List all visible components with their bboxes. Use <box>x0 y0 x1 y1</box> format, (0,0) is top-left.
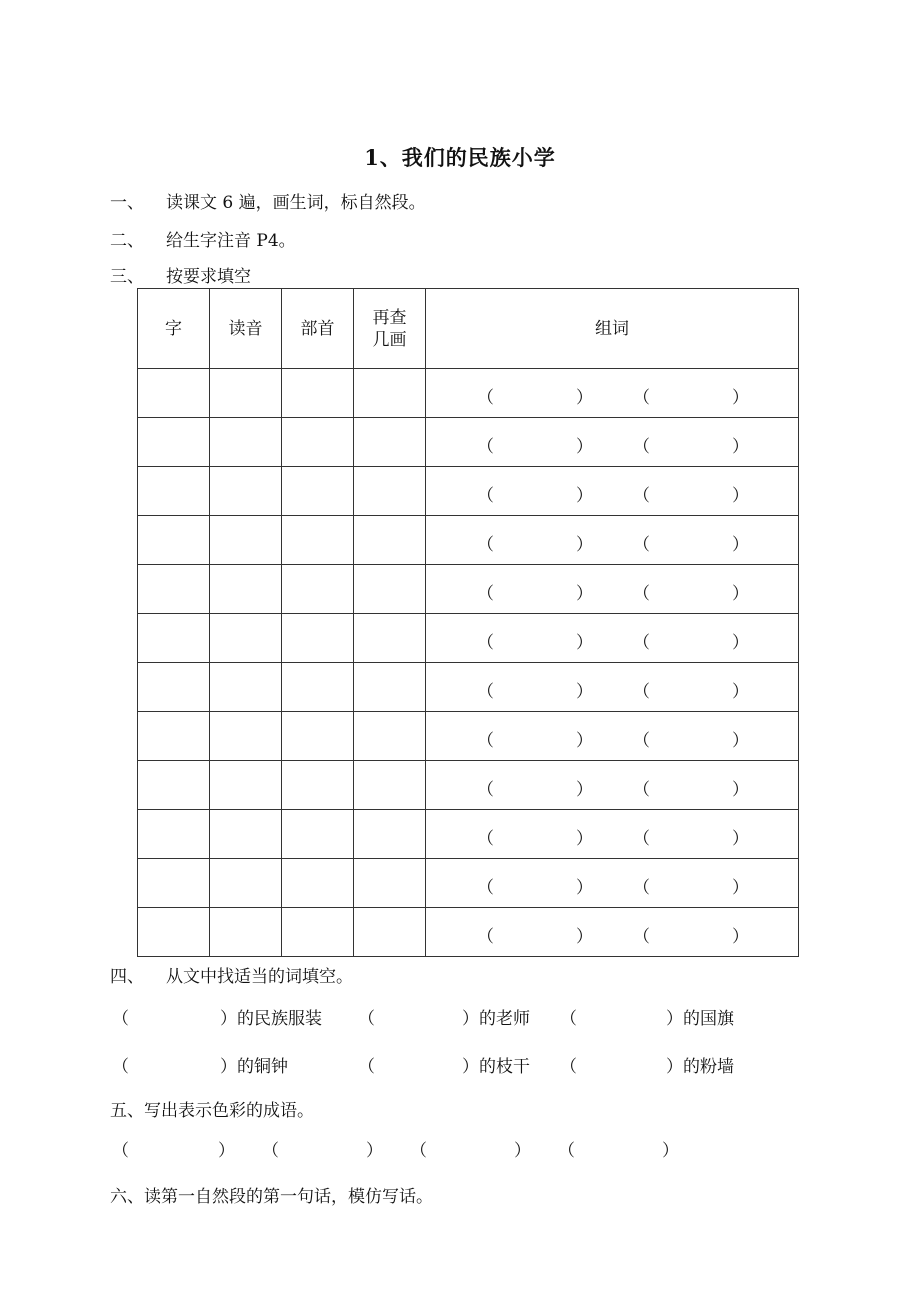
fill-item-2[interactable]: ）的老师 <box>462 1009 530 1029</box>
word-blank-1-open: （ <box>477 682 494 702</box>
words-cell[interactable] <box>426 712 799 761</box>
word-blank-2-close: ） <box>732 388 749 408</box>
word-blank-2-close: ） <box>732 927 749 947</box>
table-row <box>138 859 799 908</box>
word-blank-1-close: ） <box>576 682 593 702</box>
question-3-text: 按要求填空 <box>166 267 251 287</box>
page-title: 1、我们的民族小学 <box>364 145 556 170</box>
strokes-cell[interactable] <box>354 859 426 908</box>
table-header-row <box>138 289 799 369</box>
pinyin-cell[interactable] <box>210 565 282 614</box>
table-row <box>138 761 799 810</box>
question-1-number: 一、 <box>110 193 144 213</box>
word-blank-2-close: ） <box>732 486 749 506</box>
question-4-text: 从文中找适当的词填空。 <box>166 967 353 987</box>
word-blank-2-open: （ <box>633 682 650 702</box>
pinyin-cell[interactable] <box>210 467 282 516</box>
strokes-cell[interactable] <box>354 761 426 810</box>
word-blank-1-open: （ <box>477 927 494 947</box>
character-table <box>137 288 799 957</box>
radical-cell[interactable] <box>282 467 354 516</box>
word-blank-pair <box>426 614 798 662</box>
question-3 <box>110 262 251 287</box>
idiom-blank-2-close[interactable]: ） <box>366 1141 383 1161</box>
fill-open-paren: （ <box>358 1009 375 1029</box>
word-blank-1-open: （ <box>477 829 494 849</box>
header-stroke-count-label: 再查几画 <box>372 307 407 350</box>
word-blank-2-close: ） <box>732 633 749 653</box>
table-row <box>138 908 799 957</box>
question-2-text: 给生字注音 P4。 <box>166 231 296 251</box>
fill-item-5[interactable]: ）的枝干 <box>462 1057 530 1077</box>
question-5 <box>110 1096 314 1121</box>
table-row <box>138 418 799 467</box>
question-4-number: 四、 <box>110 967 144 987</box>
question-3-number: 三、 <box>110 267 144 287</box>
word-blank-pair <box>426 516 798 564</box>
words-cell[interactable] <box>426 859 799 908</box>
table-row <box>138 516 799 565</box>
table-row <box>138 614 799 663</box>
word-blank-2-close: ） <box>732 780 749 800</box>
strokes-cell[interactable] <box>354 565 426 614</box>
char-cell[interactable] <box>138 663 210 712</box>
char-cell[interactable] <box>138 418 210 467</box>
word-blank-2-close: ） <box>732 584 749 604</box>
words-cell[interactable] <box>426 418 799 467</box>
table-row <box>138 810 799 859</box>
radical-cell[interactable] <box>282 516 354 565</box>
word-blank-2-close: ） <box>732 535 749 555</box>
word-blank-1-close: ） <box>576 731 593 751</box>
question-5-text: 五、写出表示色彩的成语。 <box>110 1101 314 1121</box>
strokes-cell[interactable] <box>354 810 426 859</box>
char-cell[interactable] <box>138 467 210 516</box>
radical-cell[interactable] <box>282 712 354 761</box>
word-blank-pair <box>426 859 798 907</box>
table-row <box>138 565 799 614</box>
radical-cell[interactable] <box>282 418 354 467</box>
table-row <box>138 663 799 712</box>
pinyin-cell[interactable] <box>210 614 282 663</box>
radical-cell[interactable] <box>282 859 354 908</box>
table-row <box>138 712 799 761</box>
pinyin-cell[interactable] <box>210 859 282 908</box>
word-blank-1-close: ） <box>576 878 593 898</box>
word-blank-2-close: ） <box>732 829 749 849</box>
word-blank-2-open: （ <box>633 633 650 653</box>
strokes-cell[interactable] <box>354 418 426 467</box>
word-blank-2-open: （ <box>633 780 650 800</box>
word-blank-2-open: （ <box>633 388 650 408</box>
strokes-cell[interactable] <box>354 663 426 712</box>
word-blank-1-open: （ <box>477 731 494 751</box>
word-blank-2-close: ） <box>732 682 749 702</box>
char-cell[interactable] <box>138 859 210 908</box>
word-blank-2-open: （ <box>633 535 650 555</box>
word-blank-2-open: （ <box>633 486 650 506</box>
word-blank-2-open: （ <box>633 829 650 849</box>
question-1-text: 读课文 6 遍，画生词，标自然段。 <box>166 193 426 213</box>
word-blank-1-open: （ <box>477 878 494 898</box>
word-blank-1-close: ） <box>576 780 593 800</box>
word-blank-1-open: （ <box>477 388 494 408</box>
word-blank-2-close: ） <box>732 437 749 457</box>
question-1 <box>110 188 426 213</box>
strokes-cell[interactable] <box>354 712 426 761</box>
radical-cell[interactable] <box>282 761 354 810</box>
fill-item-3[interactable]: ）的国旗 <box>666 1009 734 1029</box>
words-cell[interactable] <box>426 565 799 614</box>
word-blank-1-open: （ <box>477 486 494 506</box>
words-cell[interactable] <box>426 810 799 859</box>
word-blank-2-open: （ <box>633 927 650 947</box>
words-cell[interactable] <box>426 761 799 810</box>
word-blank-1-close: ） <box>576 927 593 947</box>
idiom-blank-3-close[interactable]: ） <box>514 1141 531 1161</box>
char-cell[interactable] <box>138 369 210 418</box>
word-blank-1-open: （ <box>477 780 494 800</box>
word-blank-2-close: ） <box>732 878 749 898</box>
fill-line-1 <box>0 1004 920 1028</box>
word-blank-pair <box>426 712 798 760</box>
header-radical: 部首 <box>282 289 354 369</box>
word-blank-pair <box>426 810 798 858</box>
word-blank-2-open: （ <box>633 584 650 604</box>
word-blank-pair <box>426 908 798 956</box>
word-blank-1-close: ） <box>576 486 593 506</box>
strokes-cell[interactable] <box>354 369 426 418</box>
fill-line-2 <box>0 1052 920 1076</box>
idiom-blank-1-open[interactable]: （ <box>112 1141 129 1161</box>
word-blank-2-open: （ <box>633 878 650 898</box>
question-4 <box>110 962 353 987</box>
header-character: 字 <box>138 289 210 369</box>
radical-cell[interactable] <box>282 614 354 663</box>
idiom-blank-1-close[interactable]: ） <box>218 1141 235 1161</box>
idiom-blank-3-open[interactable]: （ <box>410 1141 427 1161</box>
pinyin-cell[interactable] <box>210 761 282 810</box>
word-blank-1-close: ） <box>576 584 593 604</box>
char-cell[interactable] <box>138 565 210 614</box>
radical-cell[interactable] <box>282 908 354 957</box>
idiom-blank-4-close[interactable]: ） <box>662 1141 679 1161</box>
radical-cell[interactable] <box>282 369 354 418</box>
pinyin-cell[interactable] <box>210 712 282 761</box>
question-6 <box>110 1182 433 1207</box>
question-2 <box>110 226 296 251</box>
word-blank-1-close: ） <box>576 633 593 653</box>
words-cell[interactable] <box>426 369 799 418</box>
pinyin-cell[interactable] <box>210 369 282 418</box>
question-2-number: 二、 <box>110 231 144 251</box>
word-blank-2-open: （ <box>633 731 650 751</box>
word-blank-pair <box>426 663 798 711</box>
pinyin-cell[interactable] <box>210 663 282 712</box>
pinyin-cell[interactable] <box>210 516 282 565</box>
fill-item-4[interactable]: ）的铜钟 <box>220 1057 288 1077</box>
word-blank-1-close: ） <box>576 437 593 457</box>
word-blank-1-close: ） <box>576 829 593 849</box>
word-blank-1-close: ） <box>576 388 593 408</box>
char-cell[interactable] <box>138 908 210 957</box>
strokes-cell[interactable] <box>354 516 426 565</box>
radical-cell[interactable] <box>282 663 354 712</box>
question-6-text: 六、读第一自然段的第一句话，模仿写话。 <box>110 1187 433 1207</box>
word-blank-2-open: （ <box>633 437 650 457</box>
idiom-blanks <box>0 1136 920 1160</box>
word-blank-1-open: （ <box>477 584 494 604</box>
pinyin-cell[interactable] <box>210 418 282 467</box>
fill-open-paren: （ <box>560 1009 577 1029</box>
word-blank-1-close: ） <box>576 535 593 555</box>
fill-open-paren: （ <box>560 1057 577 1077</box>
fill-open-paren: （ <box>112 1057 129 1077</box>
word-blank-pair <box>426 467 798 515</box>
words-cell[interactable] <box>426 908 799 957</box>
strokes-cell[interactable] <box>354 908 426 957</box>
strokes-cell[interactable] <box>354 467 426 516</box>
fill-item-6[interactable]: ）的粉墙 <box>666 1057 734 1077</box>
words-cell[interactable] <box>426 614 799 663</box>
word-blank-pair <box>426 369 798 417</box>
radical-cell[interactable] <box>282 810 354 859</box>
header-words: 组词 <box>426 289 799 369</box>
fill-item-1[interactable]: ）的民族服装 <box>220 1009 322 1029</box>
idiom-blank-4-open[interactable]: （ <box>558 1141 575 1161</box>
word-blank-1-open: （ <box>477 535 494 555</box>
char-cell[interactable] <box>138 614 210 663</box>
pinyin-cell[interactable] <box>210 908 282 957</box>
fill-open-paren: （ <box>112 1009 129 1029</box>
header-pronunciation: 读音 <box>210 289 282 369</box>
words-cell[interactable] <box>426 467 799 516</box>
pinyin-cell[interactable] <box>210 810 282 859</box>
table-row <box>138 369 799 418</box>
word-blank-2-close: ） <box>732 731 749 751</box>
words-cell[interactable] <box>426 663 799 712</box>
char-cell[interactable] <box>138 516 210 565</box>
word-blank-pair <box>426 418 798 466</box>
radical-cell[interactable] <box>282 565 354 614</box>
header-stroke-count <box>354 289 426 369</box>
char-cell[interactable] <box>138 810 210 859</box>
char-cell[interactable] <box>138 712 210 761</box>
char-cell[interactable] <box>138 761 210 810</box>
words-cell[interactable] <box>426 516 799 565</box>
idiom-blank-2-open[interactable]: （ <box>262 1141 279 1161</box>
word-blank-pair <box>426 565 798 613</box>
fill-open-paren: （ <box>358 1057 375 1077</box>
word-blank-pair <box>426 761 798 809</box>
table-row <box>138 467 799 516</box>
word-blank-1-open: （ <box>477 633 494 653</box>
strokes-cell[interactable] <box>354 614 426 663</box>
word-blank-1-open: （ <box>477 437 494 457</box>
